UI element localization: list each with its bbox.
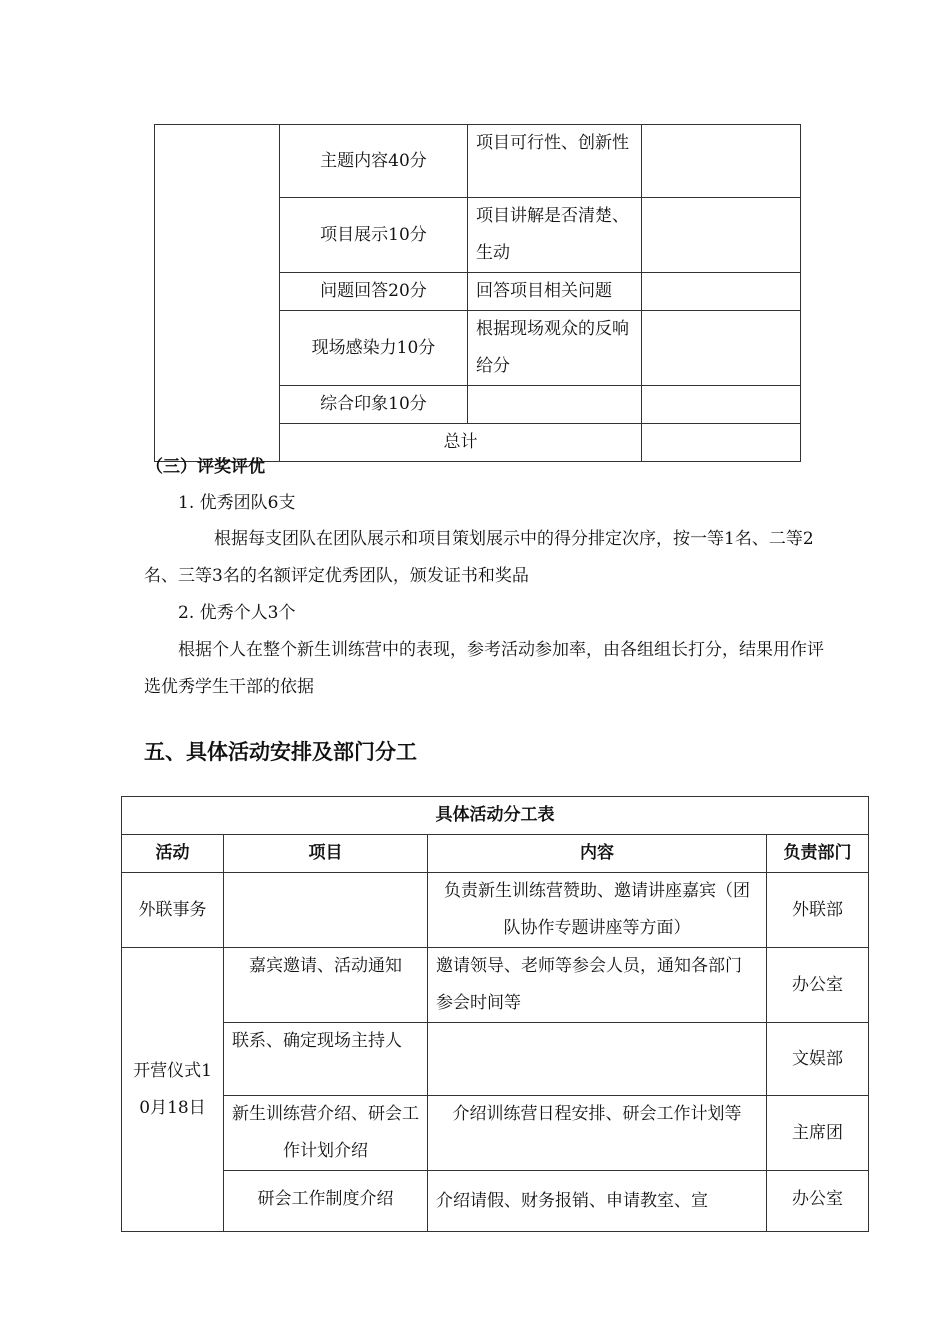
dept-cell: 办公室 (767, 1171, 869, 1232)
awards-heading: （三）评奖评优 (146, 457, 265, 477)
score-value (642, 386, 801, 424)
score-value (642, 273, 801, 311)
award-item-2: 2. 优秀个人3个 (178, 603, 296, 623)
score-table-merged-cell (155, 125, 280, 462)
column-header: 项目 (224, 835, 428, 873)
content-cell (428, 1023, 767, 1096)
content-cell: 介绍请假、财务报销、申请教室、宣 (428, 1171, 767, 1232)
award-item-1-desc: 根据每支团队在团队展示和项目策划展示中的得分排定次序，按一等1名、二等2名、三等3名的名额评定优秀团队，颁发证书和奖品 (144, 529, 814, 586)
activity-table (121, 796, 869, 1232)
score-item: 问题回答20分 (280, 273, 468, 311)
project-cell: 研会工作制度介绍 (224, 1171, 428, 1232)
score-item: 现场感染力10分 (280, 311, 468, 386)
column-header: 负责部门 (767, 835, 869, 873)
content-cell: 介绍训练营日程安排、研会工作计划等 (428, 1096, 767, 1171)
score-total-label: 总计 (280, 424, 642, 462)
score-criteria: 项目可行性、创新性 (468, 125, 642, 198)
score-criteria: 回答项目相关问题 (468, 273, 642, 311)
score-value (642, 198, 801, 273)
project-cell: 新生训练营介绍、研会工作计划介绍 (224, 1096, 428, 1171)
score-criteria: 根据现场观众的反响给分 (468, 311, 642, 386)
dept-cell: 外联部 (767, 873, 869, 948)
score-table (154, 124, 801, 462)
score-item: 综合印象10分 (280, 386, 468, 424)
score-criteria: 项目讲解是否清楚、生动 (468, 198, 642, 273)
activity-cell: 开营仪式10月18日 (122, 948, 224, 1232)
score-value (642, 311, 801, 386)
dept-cell: 文娱部 (767, 1023, 869, 1096)
activity-table-title: 具体活动分工表 (122, 797, 869, 835)
score-criteria (468, 386, 642, 424)
column-header: 活动 (122, 835, 224, 873)
project-cell: 嘉宾邀请、活动通知 (224, 948, 428, 1023)
score-total-value (642, 424, 801, 462)
content-cell: 邀请领导、老师等参会人员，通知各部门参会时间等 (428, 948, 767, 1023)
score-item: 主题内容40分 (280, 125, 468, 198)
activity-cell: 外联事务 (122, 873, 224, 948)
score-value (642, 125, 801, 198)
section-heading: 五、具体活动安排及部门分工 (144, 740, 417, 764)
award-item-1: 1. 优秀团队6支 (178, 493, 296, 513)
award-item-2-desc: 根据个人在整个新生训练营中的表现，参考活动参加率，由各组组长打分，结果用作评选优秀学生干部的依据 (144, 640, 824, 697)
score-item: 项目展示10分 (280, 198, 468, 273)
content-cell: 负责新生训练营赞助、邀请讲座嘉宾（团队协作专题讲座等方面） (428, 873, 767, 948)
project-cell: 联系、确定现场主持人 (224, 1023, 428, 1096)
column-header: 内容 (428, 835, 767, 873)
project-cell (224, 873, 428, 948)
dept-cell: 办公室 (767, 948, 869, 1023)
dept-cell: 主席团 (767, 1096, 869, 1171)
